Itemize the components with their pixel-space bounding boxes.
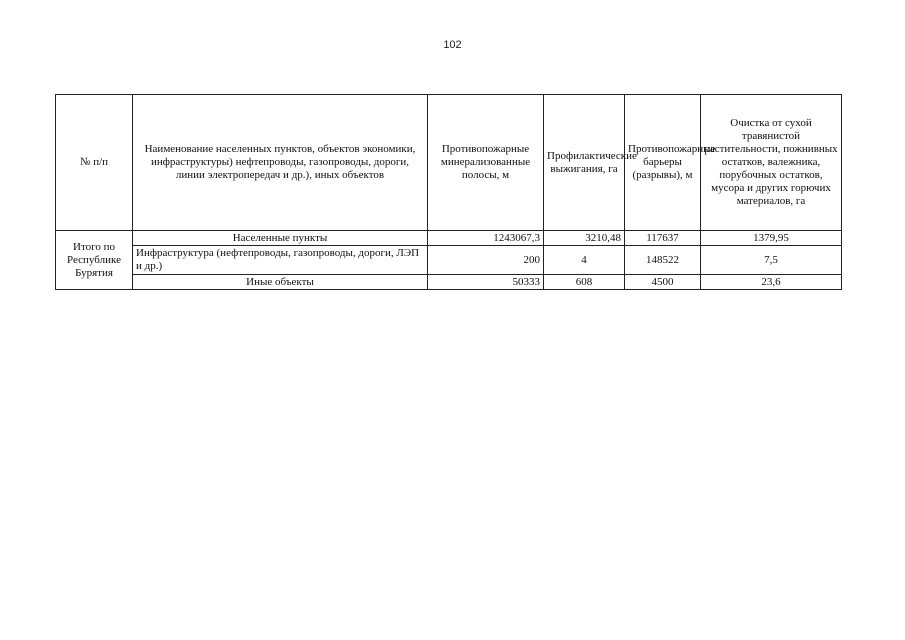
cell-barriers: 117637 <box>625 231 701 246</box>
cell-mineral-strips: 1243067,3 <box>428 231 544 246</box>
cell-cleaning: 23,6 <box>701 275 842 290</box>
table-header-row <box>56 95 842 231</box>
header-name: Наименование населенных пунктов, объектов экономики, инфраструктуры) нефтепроводы, газопроводы, дороги, линии электропередач и др.), иных объектов <box>133 95 428 231</box>
fire-prevention-table <box>55 94 842 290</box>
header-num: № п/п <box>56 95 133 231</box>
row-name: Населенные пункты <box>133 231 428 246</box>
cell-cleaning: 1379,95 <box>701 231 842 246</box>
cell-prophylactic-burning: 3210,48 <box>544 231 625 246</box>
header-cleaning: Очистка от сухой травянистой растительности, пожнивных остатков, валежника, порубочных остатков, мусора и других горючих материалов, га <box>701 95 842 231</box>
cell-prophylactic-burning: 608 <box>544 275 625 290</box>
row-name: Иные объекты <box>133 275 428 290</box>
header-prophylactic-burning: Профилактические выжигания, га <box>544 95 625 231</box>
page-number: 102 <box>443 39 462 51</box>
header-barriers: Противопожарные барьеры (разрывы), м <box>625 95 701 231</box>
table-row <box>56 231 842 246</box>
cell-prophylactic-burning: 4 <box>544 246 625 275</box>
table-row <box>56 246 842 275</box>
row-name: Инфраструктура (нефтепроводы, газопроводы, дороги, ЛЭП и др.) <box>133 246 428 275</box>
cell-barriers: 148522 <box>625 246 701 275</box>
total-label: Итого по Республике Бурятия <box>56 231 133 290</box>
cell-mineral-strips: 200 <box>428 246 544 275</box>
cell-barriers: 4500 <box>625 275 701 290</box>
header-mineral-strips: Противопожарные минерализованные полосы, м <box>428 95 544 231</box>
table-row <box>56 275 842 290</box>
cell-cleaning: 7,5 <box>701 246 842 275</box>
cell-mineral-strips: 50333 <box>428 275 544 290</box>
